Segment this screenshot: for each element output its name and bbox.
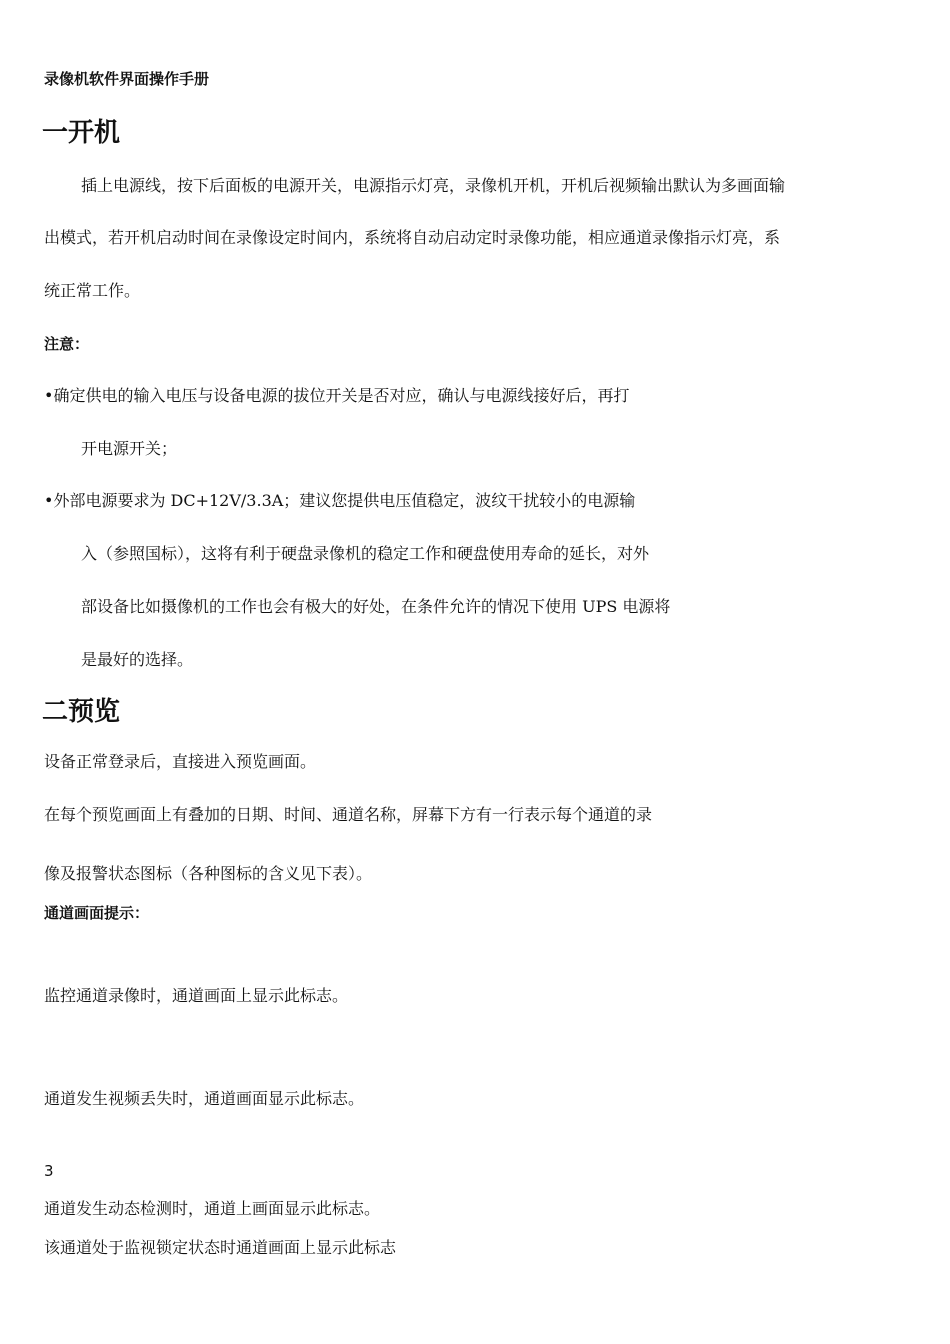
paragraph-line: 出模式，若开机启动时间在录像设定时间内，系统将自动启动定时录像功能，相应通道录像指示灯亮，系: [44, 228, 781, 247]
section-heading-power-on: 一开机: [42, 118, 121, 148]
bullet-line: 部设备比如摄像机的工作也会有极大的好处，在条件允许的情况下使用 UPS 电源将: [81, 597, 671, 616]
bullet-line: •确定供电的输入电压与设备电源的拔位开关是否对应，确认与电源线接好后，再打: [44, 386, 630, 405]
hint-item-motion-detect: 通道发生动态检测时，通道上画面显示此标志。: [44, 1199, 381, 1218]
hint-label: 通道画面提示：: [44, 904, 150, 922]
page-number: 3: [44, 1162, 54, 1180]
hint-item-lock: 该通道处于监视锁定状态时通道画面上显示此标志: [44, 1238, 397, 1257]
document-title: 录像机软件界面操作手册: [44, 70, 210, 88]
hint-item-recording: 监控通道录像时，通道画面上显示此标志。: [44, 986, 349, 1005]
note-label: 注意：: [44, 335, 90, 353]
paragraph-line: 设备正常登录后，直接进入预览画面。: [44, 752, 317, 771]
bullet-line: 开电源开关；: [81, 439, 178, 458]
paragraph-line: 插上电源线，按下后面板的电源开关，电源指示灯亮，录像机开机，开机后视频输出默认为多画面输: [81, 176, 786, 195]
bullet-line: •外部电源要求为 DC+12V/3.3A；建议您提供电压值稳定，波纹干扰较小的电源输: [44, 491, 636, 510]
paragraph-line: 统正常工作。: [44, 281, 141, 300]
hint-item-video-loss: 通道发生视频丢失时，通道画面显示此标志。: [44, 1089, 365, 1108]
section-heading-preview: 二预览: [42, 697, 121, 727]
bullet-line: 是最好的选择。: [81, 650, 194, 669]
bullet-line: 入（参照国标），这将有利于硬盘录像机的稳定工作和硬盘使用寿命的延长，对外: [81, 544, 650, 563]
paragraph-line: 在每个预览画面上有叠加的日期、时间、通道名称，屏幕下方有一行表示每个通道的录: [44, 805, 653, 824]
paragraph-line: 像及报警状态图标（各种图标的含义见下表）。: [44, 864, 373, 883]
